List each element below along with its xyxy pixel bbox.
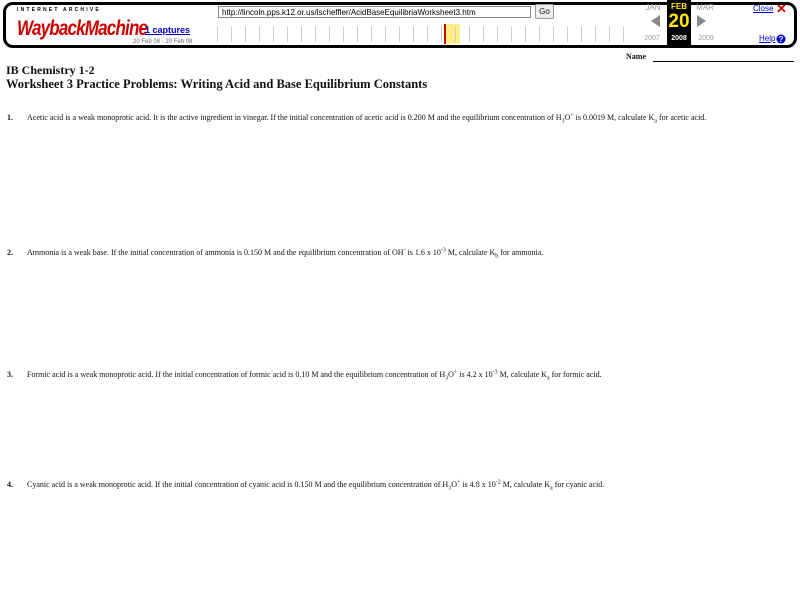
wayback-toolbar bbox=[0, 0, 800, 52]
current-day: 20 bbox=[668, 11, 690, 32]
timeline-tick bbox=[427, 26, 428, 42]
timeline-tick bbox=[469, 26, 470, 42]
timeline-current-month bbox=[445, 24, 460, 44]
timeline-tick bbox=[553, 26, 554, 42]
question-number: 4. bbox=[7, 480, 13, 489]
course-heading: IB Chemistry 1-2 bbox=[6, 63, 95, 77]
timeline-tick bbox=[413, 26, 414, 42]
name-label: Name bbox=[626, 52, 646, 61]
captures-link[interactable]: 1 captures bbox=[145, 25, 191, 35]
timeline-tick bbox=[609, 26, 610, 42]
question-number: 3. bbox=[7, 370, 13, 379]
next-month[interactable]: MAR bbox=[696, 3, 714, 12]
page-title: Worksheet 3 Practice Problems: Writing Acid and Base Equilibrium Constants bbox=[6, 77, 428, 91]
timeline-tick bbox=[343, 26, 344, 42]
close-link[interactable]: Close bbox=[753, 4, 774, 13]
timeline-tick bbox=[623, 26, 624, 42]
wayback-logo[interactable] bbox=[5, 5, 148, 43]
timeline-tick bbox=[595, 26, 596, 42]
help-icon[interactable] bbox=[776, 34, 786, 44]
timeline-tick bbox=[385, 26, 386, 42]
timeline-capture-marker[interactable] bbox=[444, 24, 446, 44]
question-text: Acetic acid is a weak monoprotic acid. It is the active ingredient in vinegar. If the initial concentration of acetic acid is 0.200 M and the equilibrium concentration of $H_3O^+$ is 0.0019 M, calculate $K_a$ for acetic acid. bbox=[27, 112, 707, 125]
go-button[interactable]: Go bbox=[535, 4, 554, 19]
timeline-tick bbox=[581, 26, 582, 42]
url-input[interactable]: http://lincoln.pps.k12.or.us/lscheffler/AcidBaseEquilibriaWorksheet3.htm bbox=[218, 6, 531, 18]
timeline-tick bbox=[525, 26, 526, 42]
timeline-tick bbox=[441, 26, 442, 42]
timeline-tick bbox=[497, 26, 498, 42]
question-text: Formic acid is a weak monoprotic acid. If the initial concentration of formic acid is 0.10 M and the equilibrium concentration of $H_3O^+$ is 4.2 x $10^{-3}$ M, calculate $K_a$ for formic acid. bbox=[27, 369, 602, 382]
capture-timeline[interactable] bbox=[213, 24, 633, 44]
close-icon[interactable]: ✕ bbox=[776, 1, 787, 16]
current-year: 2008 bbox=[671, 35, 687, 42]
current-date-box bbox=[667, 0, 691, 46]
logo-main-text: WaybackMachine bbox=[17, 16, 148, 40]
question-text: Ammonia is a weak base. If the initial concentration of ammonia is 0.150 M and the equilibrium concentration of OH- is 1.6 x $10^{-3}$ M, calculate $K_b$ for ammonia. bbox=[27, 247, 544, 260]
timeline-tick bbox=[539, 26, 540, 42]
timeline-tick bbox=[371, 26, 372, 42]
next-year[interactable]: 2009 bbox=[698, 35, 714, 42]
timeline-tick bbox=[231, 26, 232, 42]
timeline-tick bbox=[567, 26, 568, 42]
current-month: FEB bbox=[671, 2, 687, 11]
timeline-tick bbox=[357, 26, 358, 42]
timeline-tick bbox=[329, 26, 330, 42]
next-arrow-icon[interactable] bbox=[697, 15, 706, 27]
timeline-tick bbox=[217, 26, 218, 42]
timeline-tick bbox=[315, 26, 316, 42]
timeline-tick bbox=[273, 26, 274, 42]
timeline-tick bbox=[399, 26, 400, 42]
timeline-tick bbox=[483, 26, 484, 42]
prev-month[interactable]: JAN bbox=[645, 3, 661, 12]
question-number: 2. bbox=[7, 248, 13, 257]
timeline-tick bbox=[301, 26, 302, 42]
name-line[interactable] bbox=[653, 61, 794, 62]
logo-top-text: INTERNET ARCHIVE bbox=[17, 7, 101, 13]
prev-arrow-icon[interactable] bbox=[651, 15, 660, 27]
timeline-tick bbox=[259, 26, 260, 42]
timeline-tick bbox=[245, 26, 246, 42]
prev-year[interactable]: 2007 bbox=[644, 35, 660, 42]
capture-range: 20 Feb 08 - 20 Feb 08 bbox=[133, 39, 193, 45]
svg-text:?: ? bbox=[778, 35, 784, 44]
question-text: Cyanic acid is a weak monoprotic acid. If the initial concentration of cyanic acid is 0.150 M and the equilibrium concentration of $H_3O^+$ is 4.8 x $10^{-2}$ M, calculate $K_a$ for cyanic acid. bbox=[27, 479, 605, 492]
question-number: 1. bbox=[7, 113, 13, 122]
help-link[interactable]: Help bbox=[759, 34, 776, 43]
timeline-tick bbox=[511, 26, 512, 42]
timeline-tick bbox=[287, 26, 288, 42]
timeline-tick bbox=[455, 26, 456, 42]
